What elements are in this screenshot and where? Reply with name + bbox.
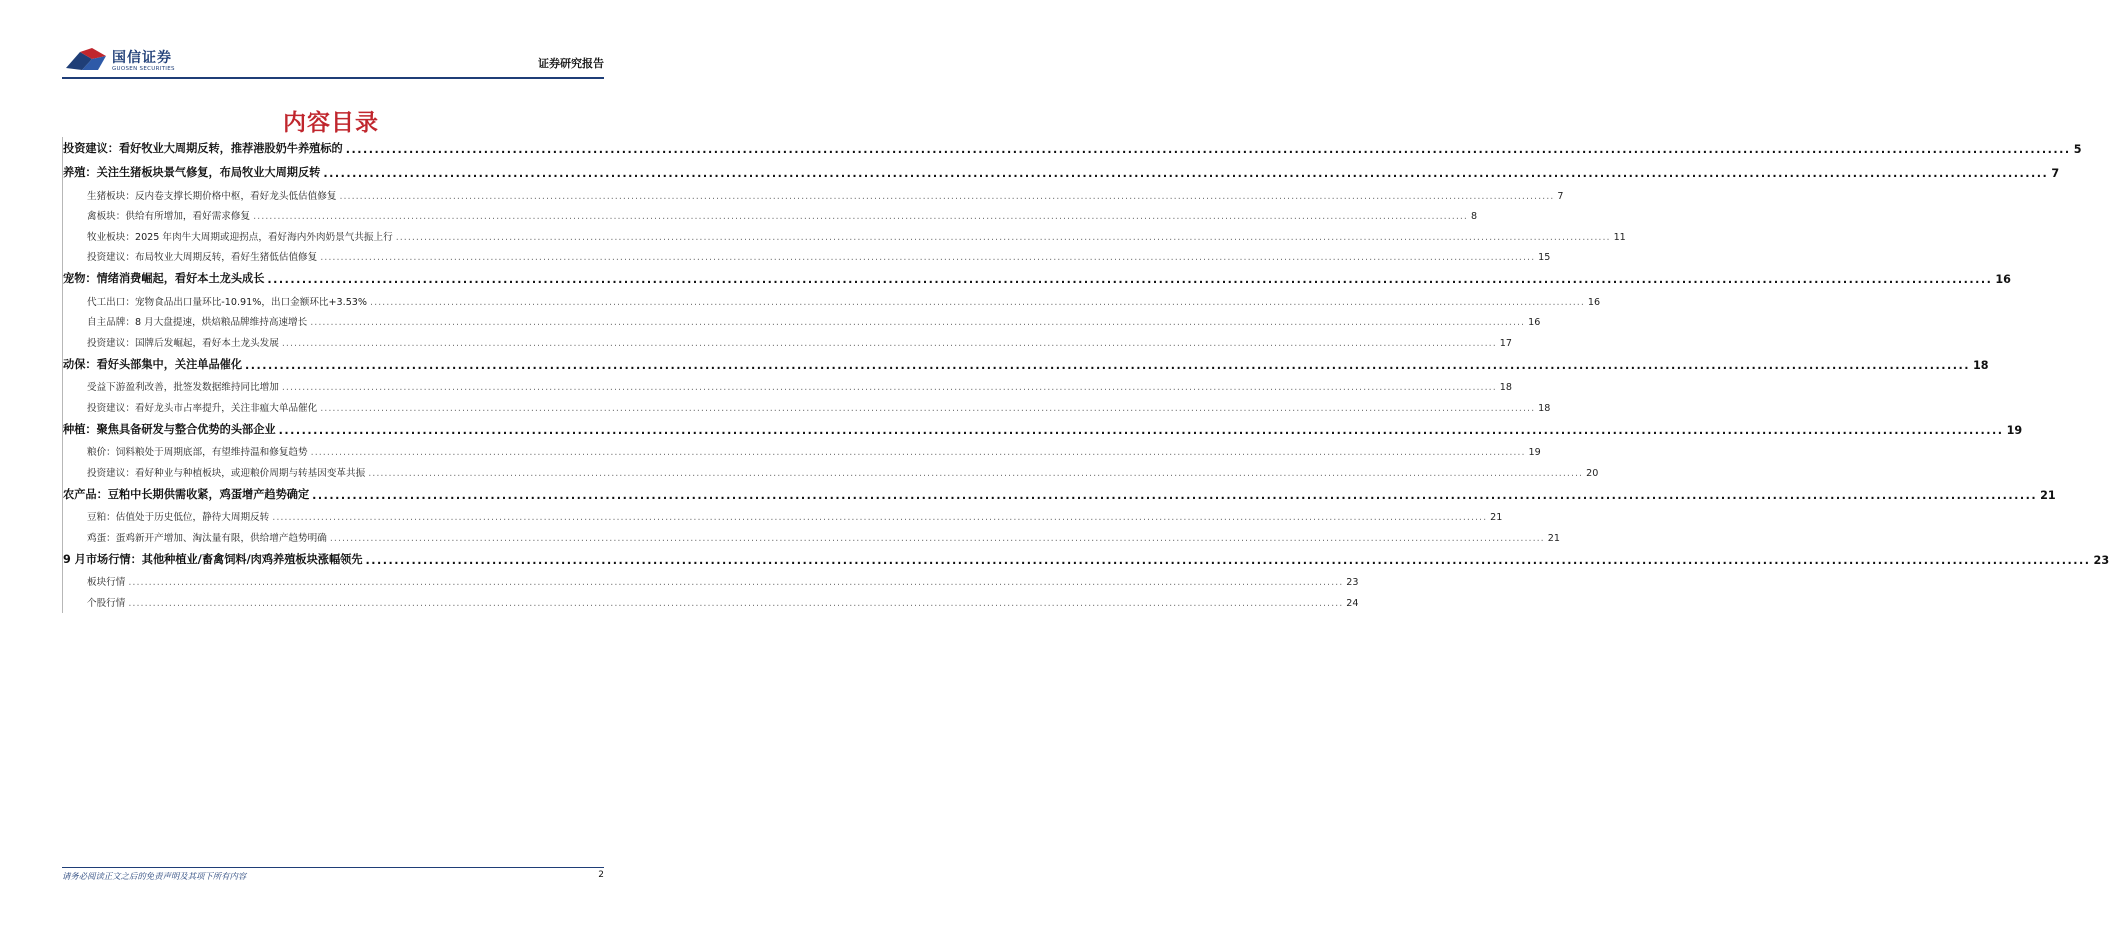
logo-english-name: GUOSEN SECURITIES bbox=[112, 66, 175, 72]
toc-section-entry[interactable] bbox=[62, 483, 2056, 507]
toc-page-number: 16 bbox=[1528, 317, 1541, 328]
toc-entry-title: 投资建议：看好牧业大周期反转，推荐港股奶牛养殖标的 bbox=[63, 142, 343, 155]
toc-entry-title: 投资建议：看好龙头市占率提升，关注非瘟大单品催化 bbox=[87, 402, 318, 414]
toc-leader-dots: ............................................................................................................................................................................................................................................................................................................ bbox=[281, 337, 1497, 349]
toc-page-number: 18 bbox=[1973, 358, 1989, 372]
toc-page-number: 18 bbox=[1538, 402, 1551, 414]
toc-entry-title: 投资建议：布局牧业大周期反转，看好生猪低估值修复 bbox=[87, 252, 318, 263]
toc-subsection-entry[interactable] bbox=[62, 442, 1541, 463]
toc-entry-title: 宠物：情绪消费崛起，看好本土龙头成长 bbox=[63, 272, 265, 285]
toc-page-number: 21 bbox=[2040, 488, 2056, 502]
toc-subsection-entry[interactable] bbox=[62, 247, 1551, 268]
toc-entry-title: 9 月市场行情：其他种植业/畜禽饲料/肉鸡养殖板块涨幅领先 bbox=[63, 552, 363, 566]
toc-title: 内容目录 bbox=[283, 110, 379, 136]
toc-entry-title: 农产品：豆粕中长期供需收紧，鸡蛋增产趋势确定 bbox=[63, 487, 310, 501]
toc-page-number: 16 bbox=[1587, 296, 1601, 308]
toc-subsection-entry[interactable] bbox=[62, 226, 1626, 247]
toc-page-number: 16 bbox=[1995, 273, 2011, 286]
table-of-contents bbox=[62, 137, 2110, 613]
toc-page-number: 19 bbox=[2006, 423, 2023, 437]
toc-section-entry[interactable] bbox=[62, 418, 2023, 442]
toc-leader-dots: ............................................................................................................................................................................................................................................................................................................ bbox=[320, 252, 1536, 263]
toc-subsection-entry[interactable] bbox=[62, 397, 1551, 418]
toc-entry-title: 种植：聚焦具备研发与整合优势的头部企业 bbox=[63, 422, 276, 436]
toc-entry-title: 投资建议：看好种业与种植板块，或迎粮价周期与转基因变革共振 bbox=[87, 467, 366, 479]
toc-subsection-entry[interactable] bbox=[62, 332, 1512, 353]
toc-entry-title: 代工出口：宠物食品出口量环比-10.91%，出口金额环比+3.53% bbox=[87, 296, 368, 308]
toc-page-number: 8 bbox=[1470, 211, 1478, 222]
guosen-logo bbox=[62, 44, 202, 76]
toc-entry-title: 生猪板块：反内卷支撑长期价格中枢，看好龙头低估值修复 bbox=[87, 190, 337, 202]
toc-page-number: 20 bbox=[1586, 467, 1599, 479]
toc-entry-title: 个股行情 bbox=[87, 597, 126, 609]
toc-leader-dots: ............................................................................................................................................................................................................................................................................................................ bbox=[278, 423, 2004, 437]
toc-subsection-entry[interactable] bbox=[62, 377, 1512, 398]
toc-subsection-entry[interactable] bbox=[62, 527, 1560, 548]
toc-page-number: 7 bbox=[1557, 190, 1564, 202]
toc-page-number: 23 bbox=[1346, 577, 1359, 588]
logo-chinese-name: 国信证券 bbox=[112, 50, 172, 66]
toc-leader-dots: ............................................................................................................................................................................................................................................................................................................ bbox=[272, 512, 1488, 523]
toc-leader-dots: ............................................................................................................................................................................................................................................................................................................ bbox=[339, 190, 1555, 202]
footer-disclaimer: 请务必阅读正文之后的免责声明及其项下所有内容 bbox=[62, 871, 247, 881]
page-header bbox=[62, 44, 604, 76]
toc-leader-dots: ............................................................................................................................................................................................................................................................................................................ bbox=[395, 231, 1611, 243]
toc-section-entry[interactable] bbox=[62, 353, 1989, 377]
toc-entry-title: 粮价：饲料粮处于周期底部，有望维持温和修复趋势 bbox=[87, 447, 308, 458]
toc-entry-title: 养殖：关注生猪板块景气修复，布局牧业大周期反转 bbox=[63, 166, 321, 179]
toc-page-number: 21 bbox=[1490, 512, 1503, 523]
toc-leader-dots: ............................................................................................................................................................................................................................................................................................................ bbox=[345, 143, 2071, 156]
toc-section-entry[interactable] bbox=[62, 137, 2082, 161]
toc-leader-dots: ............................................................................................................................................................................................................................................................................................................ bbox=[365, 553, 2091, 567]
toc-page-number: 19 bbox=[1528, 447, 1541, 458]
toc-subsection-entry[interactable] bbox=[62, 312, 1541, 333]
toc-leader-dots: ............................................................................................................................................................................................................................................................................................................ bbox=[310, 447, 1526, 458]
toc-section-entry[interactable] bbox=[62, 267, 2011, 291]
header-divider bbox=[62, 77, 604, 79]
toc-leader-dots: ............................................................................................................................................................................................................................................................................................................ bbox=[128, 597, 1344, 609]
toc-page-number: 17 bbox=[1499, 337, 1512, 349]
toc-page-number: 7 bbox=[2051, 167, 2060, 180]
toc-section-entry[interactable] bbox=[62, 548, 2110, 572]
toc-page-number: 24 bbox=[1346, 597, 1359, 609]
page-number: 2 bbox=[598, 870, 604, 880]
toc-leader-dots: ............................................................................................................................................................................................................................................................................................................ bbox=[320, 402, 1536, 414]
toc-page-number: 18 bbox=[1499, 382, 1512, 393]
report-type-label: 证券研究报告 bbox=[538, 57, 604, 70]
toc-leader-dots: ............................................................................................................................................................................................................................................................................................................ bbox=[245, 358, 1970, 372]
toc-entry-title: 牧业板块：2025 年肉牛大周期或迎拐点，看好海内外肉奶景气共振上行 bbox=[87, 231, 393, 243]
toc-leader-dots: ............................................................................................................................................................................................................................................................................................................ bbox=[329, 532, 1545, 544]
toc-leader-dots: ............................................................................................................................................................................................................................................................................................................ bbox=[368, 467, 1584, 479]
toc-entry-title: 禽板块：供给有所增加，看好需求修复 bbox=[87, 211, 251, 222]
toc-page-number: 11 bbox=[1613, 231, 1626, 243]
toc-entry-title: 鸡蛋：蛋鸡新开产增加、淘汰量有限，供给增产趋势明确 bbox=[87, 532, 327, 544]
toc-entry-title: 豆粕：估值处于历史低位，静待大周期反转 bbox=[87, 512, 270, 523]
toc-entry-title: 动保：看好头部集中，关注单品催化 bbox=[63, 357, 243, 371]
toc-entry-title: 板块行情 bbox=[87, 577, 126, 588]
toc-leader-dots: ............................................................................................................................................................................................................................................................................................................ bbox=[267, 273, 1993, 286]
toc-page-number: 23 bbox=[2093, 553, 2110, 567]
toc-subsection-entry[interactable] bbox=[62, 185, 1564, 206]
toc-subsection-entry[interactable] bbox=[62, 507, 1503, 528]
toc-leader-dots: ............................................................................................................................................................................................................................................................................................................ bbox=[281, 382, 1497, 393]
toc-leader-dots: ............................................................................................................................................................................................................................................................................................................ bbox=[370, 296, 1585, 308]
footer-divider bbox=[62, 867, 604, 868]
toc-subsection-entry[interactable] bbox=[62, 572, 1359, 593]
toc-leader-dots: ............................................................................................................................................................................................................................................................................................................ bbox=[323, 167, 2049, 180]
guosen-logo-mark-icon bbox=[62, 46, 110, 74]
toc-subsection-entry[interactable] bbox=[62, 592, 1359, 613]
toc-leader-dots: ............................................................................................................................................................................................................................................................................................................ bbox=[128, 577, 1344, 588]
toc-entry-title: 投资建议：国牌后发崛起，看好本土龙头发展 bbox=[87, 337, 279, 349]
toc-leader-dots: ............................................................................................................................................................................................................................................................................................................ bbox=[312, 488, 2038, 502]
toc-page-number: 5 bbox=[2073, 143, 2082, 156]
toc-subsection-entry[interactable] bbox=[62, 291, 1601, 312]
toc-subsection-entry[interactable] bbox=[62, 462, 1599, 483]
toc-page-number: 21 bbox=[1547, 532, 1560, 544]
toc-leader-dots: ............................................................................................................................................................................................................................................................................................................ bbox=[253, 211, 1468, 222]
toc-subsection-entry[interactable] bbox=[62, 206, 1478, 227]
toc-entry-title: 自主品牌：8 月大盘提速，烘焙粮品牌维持高速增长 bbox=[87, 317, 308, 328]
toc-page-number: 15 bbox=[1538, 252, 1551, 263]
toc-leader-dots: ............................................................................................................................................................................................................................................................................................................ bbox=[310, 317, 1526, 328]
toc-section-entry[interactable] bbox=[62, 161, 2060, 185]
toc-entry-title: 受益下游盈利改善，批签发数据维持同比增加 bbox=[87, 382, 279, 393]
